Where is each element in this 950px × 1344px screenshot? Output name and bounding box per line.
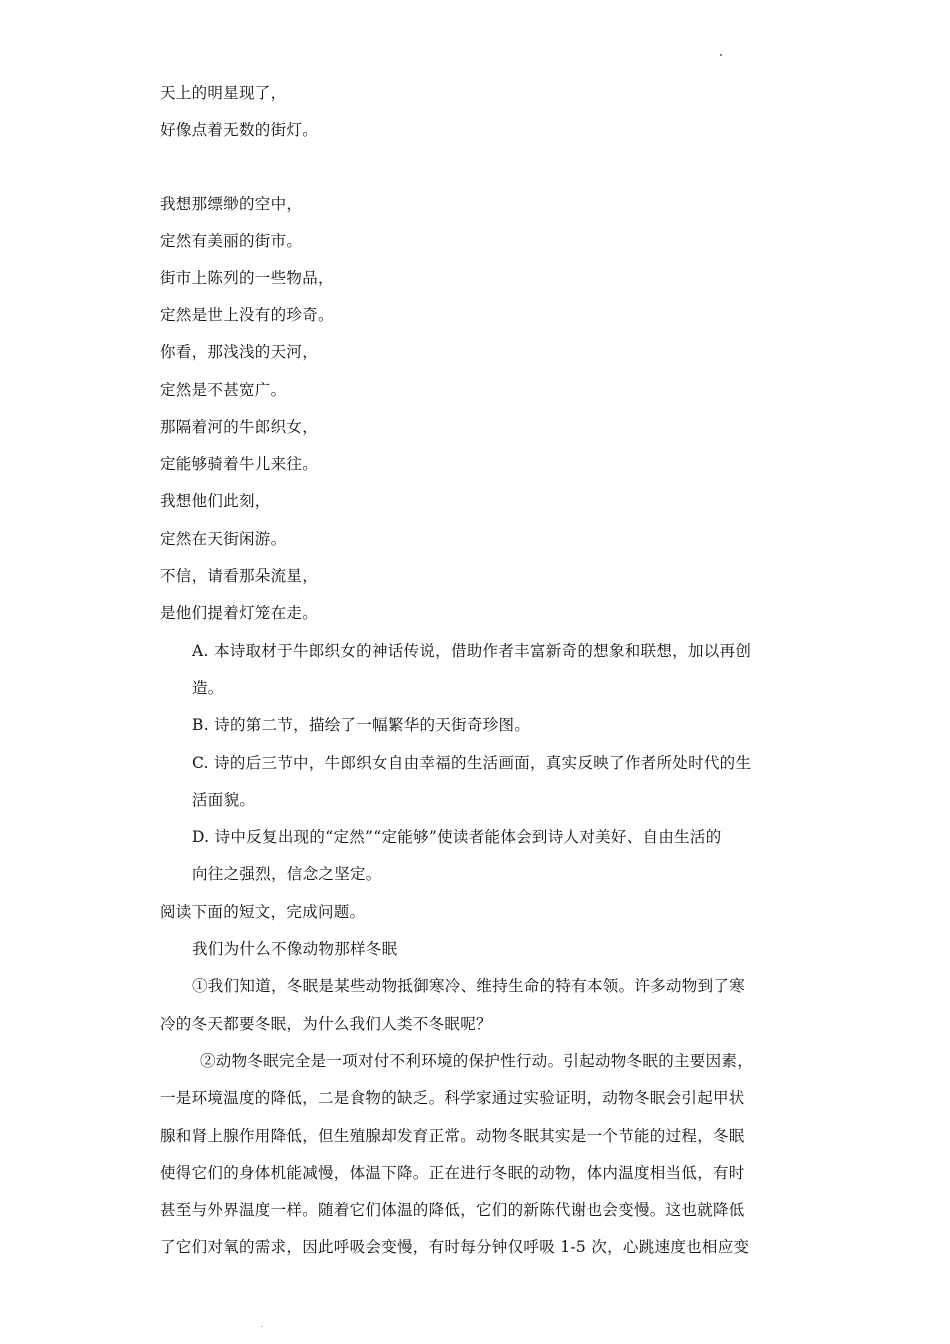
page-dot-mark (720, 54, 722, 56)
passage-paragraph-line: ①我们知道，冬眠是某些动物抵御寒冷、维持生命的特有本领。许多动物到了寒 (192, 977, 746, 995)
poem-line: 街市上陈列的一些物品， (160, 269, 334, 287)
poem-line: 你看，那浅浅的天河， (160, 343, 319, 361)
poem-line: 不信，请看那朵流星， (160, 567, 319, 585)
poem-line: 那隔着河的牛郎织女， (160, 418, 319, 436)
passage-paragraph-line: 腺和肾上腺作用降低，但生殖腺却发育正常。动物冬眠其实是一个节能的过程，冬眠 (160, 1127, 745, 1145)
poem-line: 我想那缥缈的空中， (160, 195, 303, 213)
poem-line: 定然是不甚宽广。 (160, 381, 287, 399)
poem-line: 好像点着无数的街灯。 (160, 121, 319, 139)
poem-line: 定然有美丽的街市。 (160, 232, 303, 250)
page-dot-mark (261, 1326, 262, 1327)
option-d: D. 诗中反复出现的“定然”“定能够”使读者能体会到诗人对美好、自由生活的 (192, 828, 722, 846)
passage-paragraph-line: 了它们对氧的需求，因此呼吸会变慢，有时每分钟仅呼吸 1-5 次，心跳速度也相应变 (160, 1238, 750, 1256)
reading-instruction: 阅读下面的短文，完成问题。 (160, 903, 366, 921)
poem-line: 我想他们此刻， (160, 492, 271, 510)
poem-line: 定然是世上没有的珍奇。 (160, 306, 334, 324)
option-a: A. 本诗取材于牛郎织女的神话传说，借助作者丰富新奇的想象和联想，加以再创 (192, 642, 752, 660)
passage-paragraph-line: 冷的冬天都要冬眠，为什么我们人类不冬眠呢？ (160, 1015, 492, 1033)
passage-paragraph-line: ②动物冬眠完全是一项对付不利环境的保护性行动。引起动物冬眠的主要因素， (200, 1052, 754, 1070)
option-d-continued: 向往之强烈，信念之坚定。 (192, 865, 382, 883)
option-a-continued: 造。 (192, 679, 224, 697)
poem-line: 天上的明星现了， (160, 84, 287, 102)
option-c: C. 诗的后三节中，牛郎织女自由幸福的生活画面，真实反映了作者所处时代的生 (192, 754, 752, 772)
passage-paragraph-line: 甚至与外界温度一样。随着它们体温的降低，它们的新陈代谢也会变慢。这也就降低 (160, 1201, 745, 1219)
poem-line: 是他们提着灯笼在走。 (160, 604, 319, 622)
passage-paragraph-line: 一是环境温度的降低，二是食物的缺乏。科学家通过实验证明，动物冬眠会引起甲状 (160, 1089, 745, 1107)
option-c-continued: 活面貌。 (192, 791, 256, 809)
poem-line: 定然在天街闲游。 (160, 530, 287, 548)
passage-title: 我们为什么不像动物那样冬眠 (192, 940, 398, 958)
poem-line: 定能够骑着牛儿来往。 (160, 455, 319, 473)
passage-paragraph-line: 使得它们的身体机能减慢，体温下降。正在进行冬眠的动物，体内温度相当低，有时 (160, 1164, 745, 1182)
option-b: B. 诗的第二节，描绘了一幅繁华的天街奇珍图。 (192, 716, 531, 734)
